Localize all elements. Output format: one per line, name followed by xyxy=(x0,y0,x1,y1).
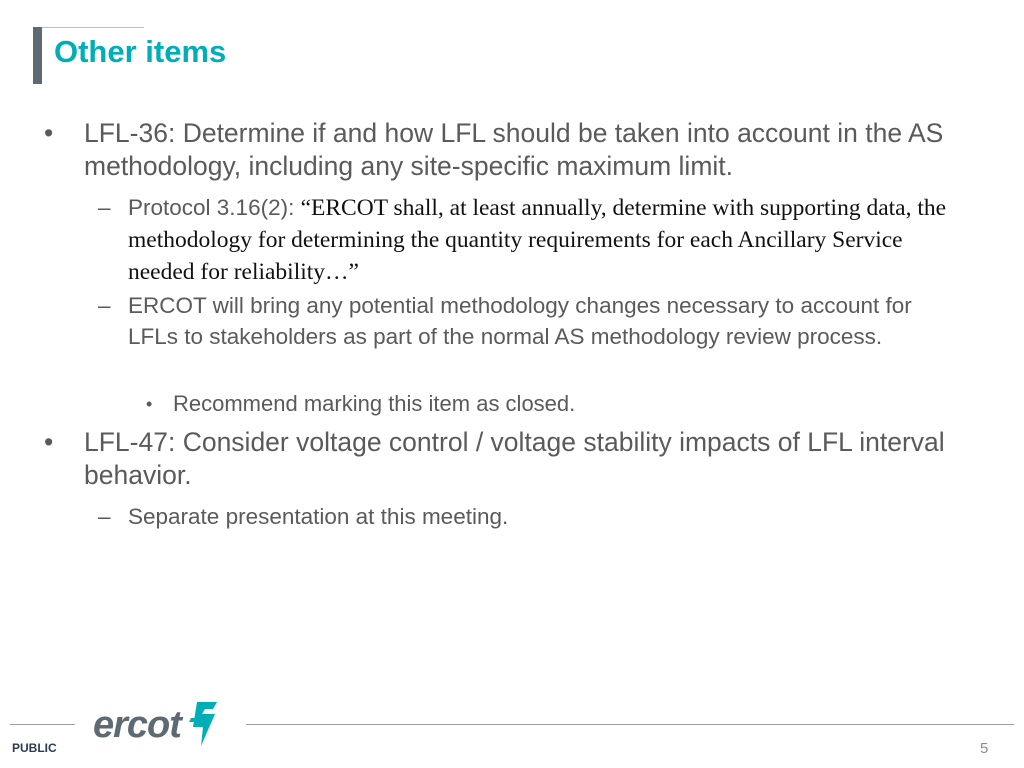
list-item-lfl47 xyxy=(44,426,984,492)
dash-icon: – xyxy=(98,293,111,318)
sub-item-prefix: Protocol 3.16(2): xyxy=(128,195,301,220)
ercot-logo xyxy=(93,700,223,750)
classification-label: PUBLIC xyxy=(12,741,57,755)
list-item-text: LFL-47: Consider voltage control / voltage stability impacts of LFL interval behavior. xyxy=(84,427,945,490)
sub-item-protocol xyxy=(98,192,958,288)
sub-item-text: ERCOT will bring any potential methodology changes necessary to account for LFLs to stakeholders as part of the normal AS methodology review process. xyxy=(128,293,912,349)
bullet-icon: • xyxy=(146,394,153,414)
bullet-icon: • xyxy=(44,427,54,457)
list-item-text: LFL-36: Determine if and how LFL should be taken into account in the AS methodology, including any site-specific maximum limit. xyxy=(84,118,944,181)
sub-sub-item-text: Recommend marking this item as closed. xyxy=(173,391,576,416)
footer-divider-right xyxy=(246,724,1014,725)
title-rule xyxy=(36,27,144,28)
protocol-quote: “ERCOT shall, at least annually, determine with supporting data, the methodology for determining the quantity requirements for each Ancillary Service needed for reliability…” xyxy=(128,195,947,285)
page-number: 5 xyxy=(980,740,989,757)
list-item-lfl36 xyxy=(44,117,984,183)
dash-icon: – xyxy=(98,195,111,220)
title-accent-bar xyxy=(33,27,42,84)
footer-divider-left xyxy=(10,724,75,725)
lightning-bolt-icon xyxy=(183,700,223,750)
sub-sub-item-recommend xyxy=(146,389,873,419)
bullet-icon: • xyxy=(44,118,54,148)
dash-icon: – xyxy=(98,504,111,529)
sub-item-methodology xyxy=(98,290,958,352)
sub-item-presentation xyxy=(98,501,958,532)
sub-item-text: Separate presentation at this meeting. xyxy=(128,504,509,529)
logo-text: ercot xyxy=(93,703,181,746)
slide-title: Other items xyxy=(54,34,227,69)
